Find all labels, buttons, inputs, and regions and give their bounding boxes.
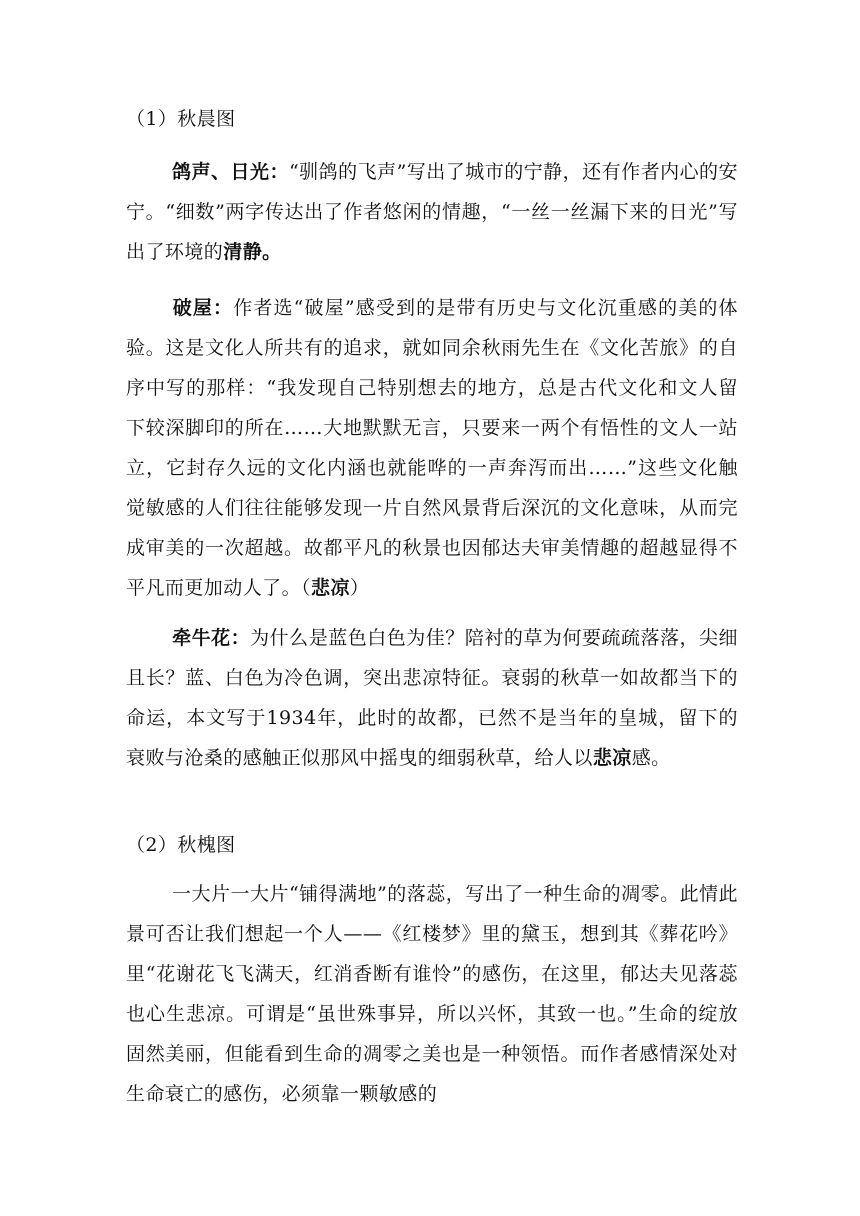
paragraph-tail-text: 感。 bbox=[631, 747, 671, 769]
paragraph-fallen-stamens bbox=[126, 874, 738, 1114]
section-heading-autumn-locust bbox=[126, 825, 236, 865]
bold-tail: 悲凉 bbox=[592, 747, 632, 769]
paragraph-text: “驯鸽的飞声”写出了城市的宁静，还有作者内心的安宁。“细数”两字传达出了作者悠闲的情趣，“一丝一丝漏下来的日光”写出了环境的 bbox=[126, 161, 738, 263]
paragraph-morning-glory bbox=[126, 618, 738, 778]
paragraph-tail-text: ） bbox=[349, 577, 370, 599]
bold-tail: 清静。 bbox=[223, 241, 282, 263]
bold-lead: 牵牛花： bbox=[172, 627, 251, 649]
section-heading-autumn-morning bbox=[126, 99, 236, 139]
paragraph-text: 为什么是蓝色白色为佳？陪衬的草为何要疏疏落落，尖细且长？蓝、白色为冷色调，突出悲凉特征。衰弱的秋草一如故都当下的命运，本文写于1934年，此时的故都，已然不是当年的皇城，留下的衰败与沧桑的感触正似那风中摇曳的细弱秋草，给人以 bbox=[126, 627, 738, 769]
bold-lead: 鸽声、日光： bbox=[172, 161, 289, 183]
heading-text: （1）秋晨图 bbox=[126, 108, 236, 130]
paragraph-text: 一大片一大片“铺得满地”的落蕊，写出了一种生命的凋零。此情此景可否让我们想起一个人——《红楼梦》里的黛玉，想到其《葬花吟》里“花谢花飞飞满天，红消香断有谁怜”的感伤，在这里，郁达夫见落蕊也心生悲凉。可谓是“虽世殊事异，所以兴怀，其致一也。”生命的绽放固然美丽，但能看到生命的凋零之美也是一种领悟。而作者感情深处对生命衰亡的感伤，必须靠一颗敏感的 bbox=[126, 883, 738, 1105]
bold-tail: 悲凉 bbox=[311, 577, 350, 599]
bold-lead: 破屋： bbox=[172, 297, 234, 319]
paragraph-text: 作者选“破屋”感受到的是带有历史与文化沉重感的美的体验。这是文化人所共有的追求，就如同余秋雨先生在《文化苦旅》的自序中写的那样：“我发现自己特别想去的地方，总是古代文化和文人留下较深脚印的所在……大地默默无言，只要来一两个有悟性的文人一站立，它封存久远的文化内涵也就能哗的一声奔泻而出……”这些文化触觉敏感的人们往往能够发现一片自然风景背后深沉的文化意味，从而完成审美的一次超越。故都平凡的秋景也因郁达夫审美情趣的超越显得不平凡而更加动人了。（ bbox=[126, 297, 738, 599]
heading-text: （2）秋槐图 bbox=[126, 834, 236, 856]
paragraph-broken-house bbox=[126, 288, 738, 608]
paragraph-pigeon-sunlight bbox=[126, 152, 738, 272]
